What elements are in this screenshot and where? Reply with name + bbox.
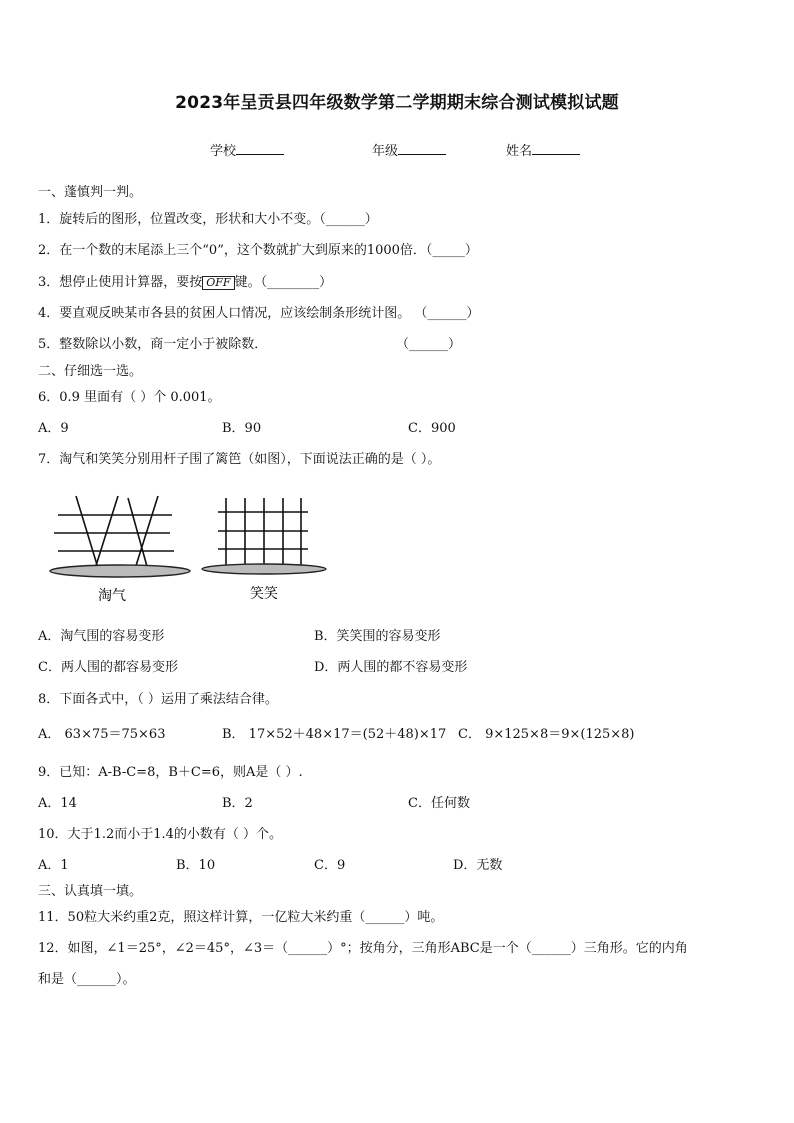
question-1: 1．旋转后的图形，位置改变，形状和大小不变。（______）	[38, 212, 378, 227]
question-10: 10．大于1.2而小于1.4的小数有（ ）个。	[38, 827, 283, 842]
q8-option-c[interactable]: C． 9×125×8＝9×(125×8)	[458, 727, 635, 742]
name-label: 姓名	[506, 144, 533, 159]
q7-option-b[interactable]: B．笑笑围的容易变形	[314, 629, 441, 644]
q8-option-a[interactable]: A． 63×75＝75×63	[38, 727, 166, 742]
question-6: 6．0.9 里面有（ ）个 0.001。	[38, 390, 221, 405]
question-9: 9．已知：A-B-C=8，B＋C=6，则A是（ ）.	[38, 765, 303, 780]
q6-option-c[interactable]: C．900	[408, 421, 456, 436]
q10-option-a[interactable]: A．1	[38, 858, 69, 873]
off-key-icon: OFF	[202, 276, 234, 290]
grade-label: 年级	[372, 144, 399, 159]
question-7: 7．淘气和笑笑分别用杆子围了篱笆（如图），下面说法正确的是（ ）。	[38, 452, 441, 467]
q6-option-a[interactable]: A．9	[38, 421, 69, 436]
question-5-blank: （______）	[396, 337, 462, 352]
q10-option-d[interactable]: D．无数	[453, 858, 503, 873]
q7-option-c[interactable]: C．两人围的都容易变形	[38, 660, 178, 675]
section-heading-3: 三、认真填一填。	[38, 884, 143, 899]
question-5: 5．整数除以小数，商一定小于被除数．	[38, 337, 268, 352]
question-12-line-2: 和是（______）。	[38, 972, 136, 987]
name-field	[506, 140, 580, 159]
question-3-text: 3．想停止使用计算器，要按	[38, 275, 203, 290]
fence-figure	[40, 488, 340, 613]
section-heading-2: 二、仔细选一选。	[38, 364, 143, 379]
grade-field	[372, 140, 446, 159]
q9-option-a[interactable]: A．14	[38, 796, 77, 811]
label-taoqi: 淘气	[98, 588, 126, 604]
ground-left-icon	[50, 565, 190, 577]
page-title: 2023年呈贡县四年级数学第二学期期末综合测试模拟试题	[175, 93, 619, 113]
q10-option-b[interactable]: B．10	[176, 858, 216, 873]
school-label: 学校	[210, 144, 237, 159]
q8-option-b[interactable]: B． 17×52＋48×17＝(52＋48)×17	[222, 727, 447, 742]
question-2: 2．在一个数的末尾添上三个“0”，这个数就扩大到原来的1000倍．（_____）	[38, 243, 478, 258]
q10-option-c[interactable]: C．9	[314, 858, 346, 873]
grade-blank[interactable]	[398, 142, 446, 155]
fence-left-icon	[54, 496, 174, 572]
q7-option-a[interactable]: A．淘气围的容易变形	[38, 629, 165, 644]
school-field	[210, 140, 284, 159]
q6-option-b[interactable]: B．90	[222, 421, 262, 436]
question-11: 11．50粒大米约重2克，照这样计算，一亿粒大米约重（______）吨。	[38, 910, 444, 925]
question-4: 4．要直观反映某市各县的贫困人口情况，应该绘制条形统计图。 （______）	[38, 306, 480, 321]
ground-right-icon	[202, 564, 326, 574]
school-blank[interactable]	[236, 142, 284, 155]
question-8: 8．下面各式中，（ ）运用了乘法结合律。	[38, 692, 278, 707]
question-3-tail: 键。（________）	[234, 275, 333, 290]
name-blank[interactable]	[532, 142, 580, 155]
fence-right-icon	[218, 498, 308, 566]
section-heading-1: 一、蓬慎判一判。	[38, 185, 143, 200]
q9-option-b[interactable]: B．2	[222, 796, 253, 811]
question-12-line-1: 12．如图，∠1＝25°，∠2＝45°，∠3＝（______）°；按角分，三角形ABC是一个（______）三角形。它的内角	[38, 941, 688, 956]
q7-option-d[interactable]: D．两人围的都不容易变形	[314, 660, 468, 675]
question-3	[38, 271, 332, 290]
label-xiaoxiao: 笑笑	[250, 586, 278, 602]
q9-option-c[interactable]: C．任何数	[408, 796, 470, 811]
